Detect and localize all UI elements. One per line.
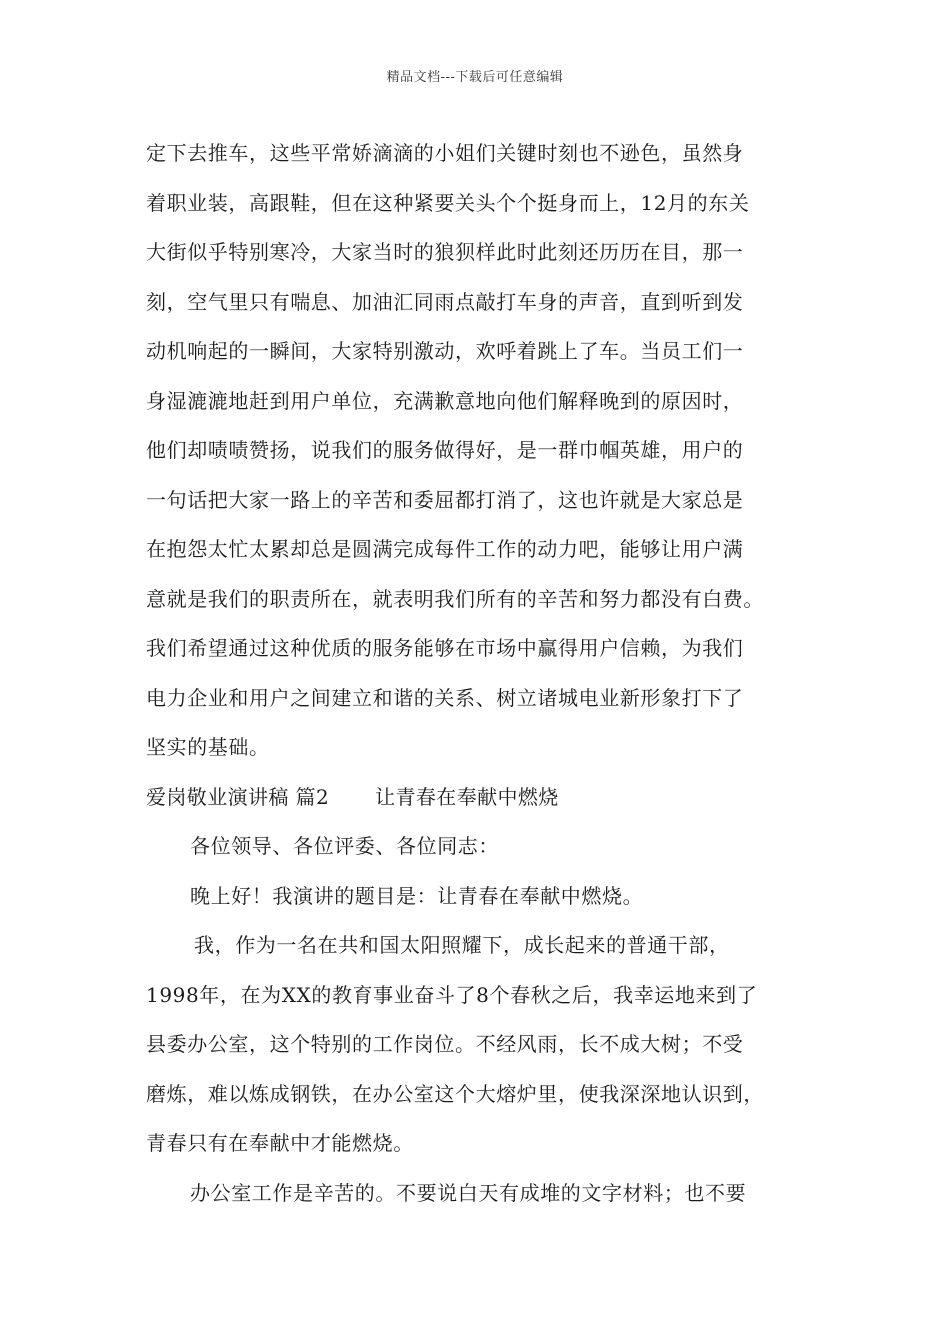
- text-line: 磨炼，难以炼成钢铁，在办公室这个大熔炉里，使我深深地认识到，: [146, 1081, 764, 1106]
- text-line: 刻，空气里只有喘息、加油汇同雨点敲打车身的声音，直到听到发: [146, 289, 744, 314]
- document-body: [146, 133, 826, 1222]
- text-line: 我们希望通过这种优质的服务能够在市场中赢得用户信赖，为我们: [146, 636, 744, 660]
- text-line: 县委办公室，这个特别的工作岗位。不经风雨，长不成大树；不受: [146, 1032, 744, 1056]
- text-line: 1998年，在为XX的教育事业奋斗了8个春秋之后，我幸运地来到了: [146, 982, 758, 1007]
- text-line: 在抱怨太忙太累却总是圆满完成每件工作的动力吧，能够让用户满: [146, 537, 744, 561]
- text-line: 我，作为一名在共和国太阳照耀下，成长起来的普通干部，: [194, 933, 730, 957]
- section-title: 让青春在奉献中燃烧: [375, 784, 559, 809]
- text-line: 定下去推车，这些平常娇滴滴的小姐们关键时刻也不逊色，虽然身: [146, 141, 744, 165]
- text-line: 大街似乎特别寒冷，大家当时的狼狈样此时此刻还历历在目，那一: [146, 240, 744, 264]
- text-line: 身湿漉漉地赶到用户单位，充满歉意地向他们解释晚到的原因时，: [146, 388, 744, 413]
- text-line: 青春只有在奉献中才能燃烧。: [146, 1131, 414, 1155]
- section-heading: [146, 777, 826, 827]
- greeting: 晚上好！我演讲的题目是：让青春在奉献中燃烧。: [190, 883, 644, 908]
- page-header: 精品文档---下载后可任意编辑: [386, 70, 564, 85]
- text-line: 意就是我们的职责所在，就表明我们所有的辛苦和努力都没有白费。: [146, 586, 764, 611]
- text-line: 一句话把大家一路上的辛苦和委屈都打消了，这也许就是大家总是: [146, 487, 744, 512]
- salutation: 各位领导、各位评委、各位同志：: [190, 834, 499, 858]
- text-line: 着职业装，高跟鞋，但在这种紧要关头个个挺身而上，12月的东关: [146, 190, 750, 215]
- text-line: 办公室工作是辛苦的。不要说白天有成堆的文字材料；也不要: [190, 1180, 747, 1205]
- text-line: 动机响起的一瞬间，大家特别激动，欢呼着跳上了车。当员工们一: [146, 339, 744, 363]
- text-line: 电力企业和用户之间建立和谐的关系、树立诸城电业新形象打下了: [146, 685, 744, 710]
- text-line: 他们却啧啧赞扬，说我们的服务做得好，是一群巾帼英雄，用户的: [146, 438, 744, 462]
- text-line: 坚实的基础。: [146, 735, 270, 759]
- section-label: 爱岗敬业演讲稿 篇2: [146, 784, 330, 809]
